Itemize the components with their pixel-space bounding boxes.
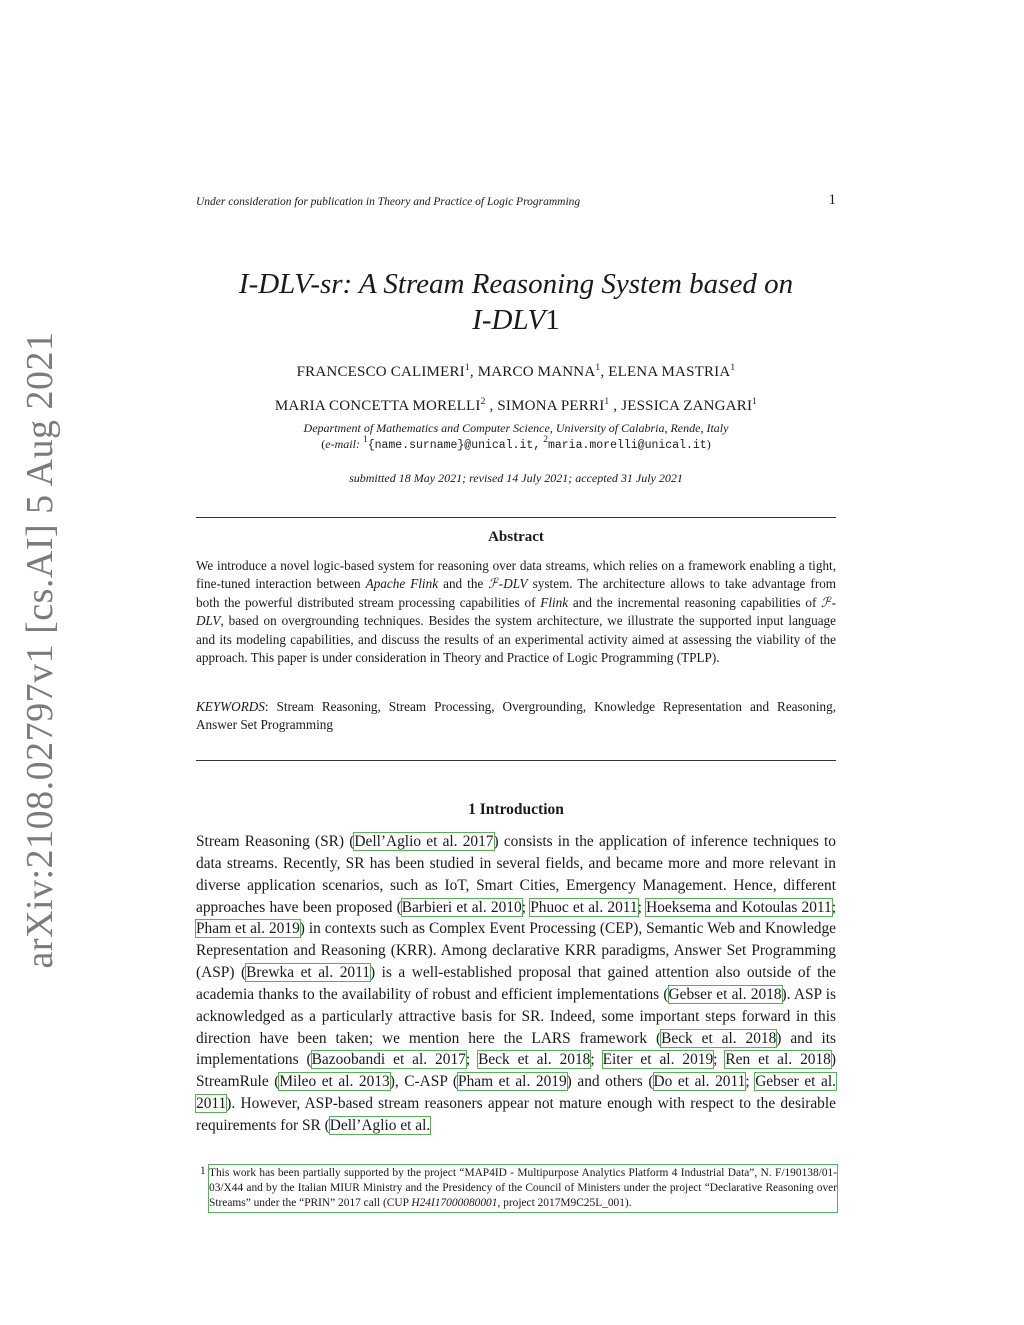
author-line-2: MARIA CONCETTA MORELLI$^2$ , SIMONA PERRI$^1$ , JESSICA ZANGARI$^1$ [274,397,758,414]
citation-link[interactable]: Eiter et al. 2019 [602,1051,714,1069]
intro-text: ) in contexts such as Complex Event Processing (CEP), Semantic Web and Knowledge Representation and Reasoning (KRR). Among declarative KRR paradigms, Answer Set Programming (ASP) ( [196,920,836,982]
title-line-1: I-DLV-sr: A Stream Reasoning System based on [238,268,794,300]
affiliation: Department of Mathematics and Computer Science, University of Calabria, Rende, Italy [303,421,729,435]
citation-link[interactable]: Gebser et al. 2011 [196,1073,836,1113]
intro-text: ), C-ASP ( [389,1073,459,1091]
intro-text: Stream Reasoning (SR) ( [196,833,355,850]
intro-text: ; [713,1051,726,1069]
author-affiliation-mark: 1 [595,363,601,373]
author-affiliation-mark: 1 [752,397,758,407]
intro-text: ) consists in the application of inference techniques to data streams. Recently, SR has been studied in several fields, and became more and more relevant in diverse application scenarios, such as IoT, Smart Cities, Emergency Management. Hence, different approaches have been proposed ( [196,833,836,916]
footnote-link-box[interactable] [208,1164,838,1213]
citation-link[interactable]: Pham et al. 2019 [196,920,300,938]
abstract-text: and the [443,576,484,592]
intro-text: ; [831,898,837,916]
intro-text: ; [745,1073,756,1091]
idlv-script-i: ℐ [821,594,828,610]
intro-text: ; [637,898,647,916]
author-name: JESSICA ZANGARI [621,398,753,414]
section-heading-introduction: 1 Introduction [468,801,564,818]
author-name: MARCO MANNA [477,364,596,380]
citation-link[interactable]: Ren et al. 2018 [725,1051,831,1069]
intro-text: ) and others ( [566,1073,654,1091]
citation-link[interactable]: Pham et al. 2019 [458,1073,567,1091]
running-head [196,192,836,210]
citation-link[interactable]: Do et al. 2011 [653,1073,746,1091]
citation-link[interactable]: Brewka et al. 2011 [246,964,370,982]
page-number: 1 [828,192,836,208]
author-affiliation-mark: 1 [464,363,470,373]
author-affiliation-mark: 1 [730,363,736,373]
title-footnote-mark[interactable]: 1 [545,304,560,336]
intro-text: ) StreamRule ( [196,1051,836,1091]
title-line-2: I-DLV [472,304,546,336]
abstract-heading: Abstract [488,529,544,545]
author-name: FRANCESCO CALIMERI [296,364,465,380]
arxiv-stamp-text: arXiv:2108.02797v1 [cs.AI] 5 Aug 2021 [19,331,61,969]
keywords-text: : Stream Reasoning, Stream Processing, Overgrounding, Knowledge Representation and Reasoning, Answer Set Programming [196,699,836,733]
intro-text: ; [521,898,531,916]
intro-text: ) and its implementations ( [196,1029,836,1069]
introduction-paragraph [196,831,836,1137]
running-head-text: Under consideration for publication in Theory and Practice of Logic Programming [196,196,581,208]
citation-link[interactable]: Dell’Aglio et al. 2017 [354,833,494,850]
footnote-text: , project 2017M9C25L_001). [497,1197,632,1209]
abstract-apache-flink: Apache Flink [365,576,439,592]
citation-link[interactable]: Gebser et al. 2018 [668,985,782,1003]
footnote-cup-code: H24I17000080001 [411,1197,498,1209]
idlv-suffix: -DLV [498,576,528,592]
citation-link[interactable]: Bazoobandi et al. 2017 [311,1051,466,1069]
idlv-script-i: ℐ [488,576,495,592]
intro-text: ). However, ASP-based stream reasoners appear not mature enough with respect to the desirable requirements for SR ( [196,1095,836,1134]
email-label: e-mail: [325,437,360,451]
idlv-suffix: -DLV [196,594,837,629]
abstract-bottom-rule [196,760,836,761]
email-address-1[interactable]: {name.surname}@unical.it, [367,439,541,452]
submission-dates: submitted 18 May 2021; revised 14 July 2021; accepted 31 July 2021 [349,471,683,485]
abstract-text: system. The architecture allows to take advantage from both the powerful distributed stream processing capabilities of [196,576,837,610]
abstract-text: and the incremental reasoning capabilities of [572,594,817,610]
email-line [196,437,836,452]
author-name: MARIA CONCETTA MORELLI [274,398,481,414]
intro-text: ; [465,1051,479,1069]
email-address-2[interactable]: maria.morelli@unical.it [547,439,707,452]
idlv-superscript: 2 [827,593,832,604]
keywords [196,698,836,735]
intro-text: ). ASP is acknowledged as a particularly attractive basis for SR. Indeed, some important steps forward in this direction have been taken; we mention here the LARS framework ( [196,985,836,1047]
abstract-body [196,557,836,667]
footnote-mark: 1 [200,1165,206,1177]
abstract-text: We introduce a novel logic-based system for reasoning over data streams, which relies on a framework enabling a tight, fine-tuned interaction between [196,558,836,592]
email-sup-2: 2 [543,435,548,445]
author-affiliation-mark: 1 [604,397,610,407]
citation-link[interactable]: Phuoc et al. 2011 [530,898,638,916]
citation-link[interactable]: Dell’Aglio et al. [329,1116,431,1134]
idlv-symbol [488,576,527,591]
citation-link[interactable]: Hoeksema and Kotoulas 2011 [646,898,832,916]
citation-link[interactable]: Barbieri et al. 2010 [401,898,522,916]
abstract-text: , based on overgrounding techniques. Besides the system architecture, we illustrate the supported input language and its modeling capabilities, and discuss the results of an experimental activity aimed at assessing the viability of the approach. This paper is under consideration in Theory and Practice of Logic Programming (TPLP). [196,613,836,666]
author-affiliation-mark: 2 [480,397,486,407]
email-paren-close: ) [706,437,711,451]
citation-link[interactable]: Beck et al. 2018 [661,1029,777,1047]
email-paren-open: ( [321,437,326,451]
citation-link[interactable]: Beck et al. 2018 [478,1051,591,1069]
intro-text: ; [590,1051,603,1069]
intro-text: ) is a well-established proposal that gained attention also outside of the academia thanks to the availability of robust and efficient implementations ( [196,964,836,1003]
footnote-text: This work has been partially supported by the project “MAP4ID - Multipurpose Analytics Platform 4 Industrial Data”, N. F/190138/01-03/X44 and by the Italian MIUR Ministry and the Presidency of the Council of Ministers under the project “Declarative Reasoning over Streams” under the “PRIN” 2017 call (CUP [209,1167,837,1209]
idlv-superscript: 2 [494,575,499,586]
abstract-top-rule [196,517,836,518]
abstract-flink: Flink [540,594,569,610]
author-name: SIMONA PERRI [497,398,605,414]
author-name: ELENA MASTRIA [608,364,731,380]
email-sup-1: 1 [362,435,368,445]
paper-title [196,266,836,338]
keywords-label: KEYWORDS [196,699,265,714]
arxiv-stamp [12,331,68,969]
author-line-1: FRANCESCO CALIMERI$^1$, MARCO MANNA$^1$, ELENA MASTRIA$^1$ [296,363,736,380]
citation-link[interactable]: Mileo et al. 2013 [279,1073,390,1091]
